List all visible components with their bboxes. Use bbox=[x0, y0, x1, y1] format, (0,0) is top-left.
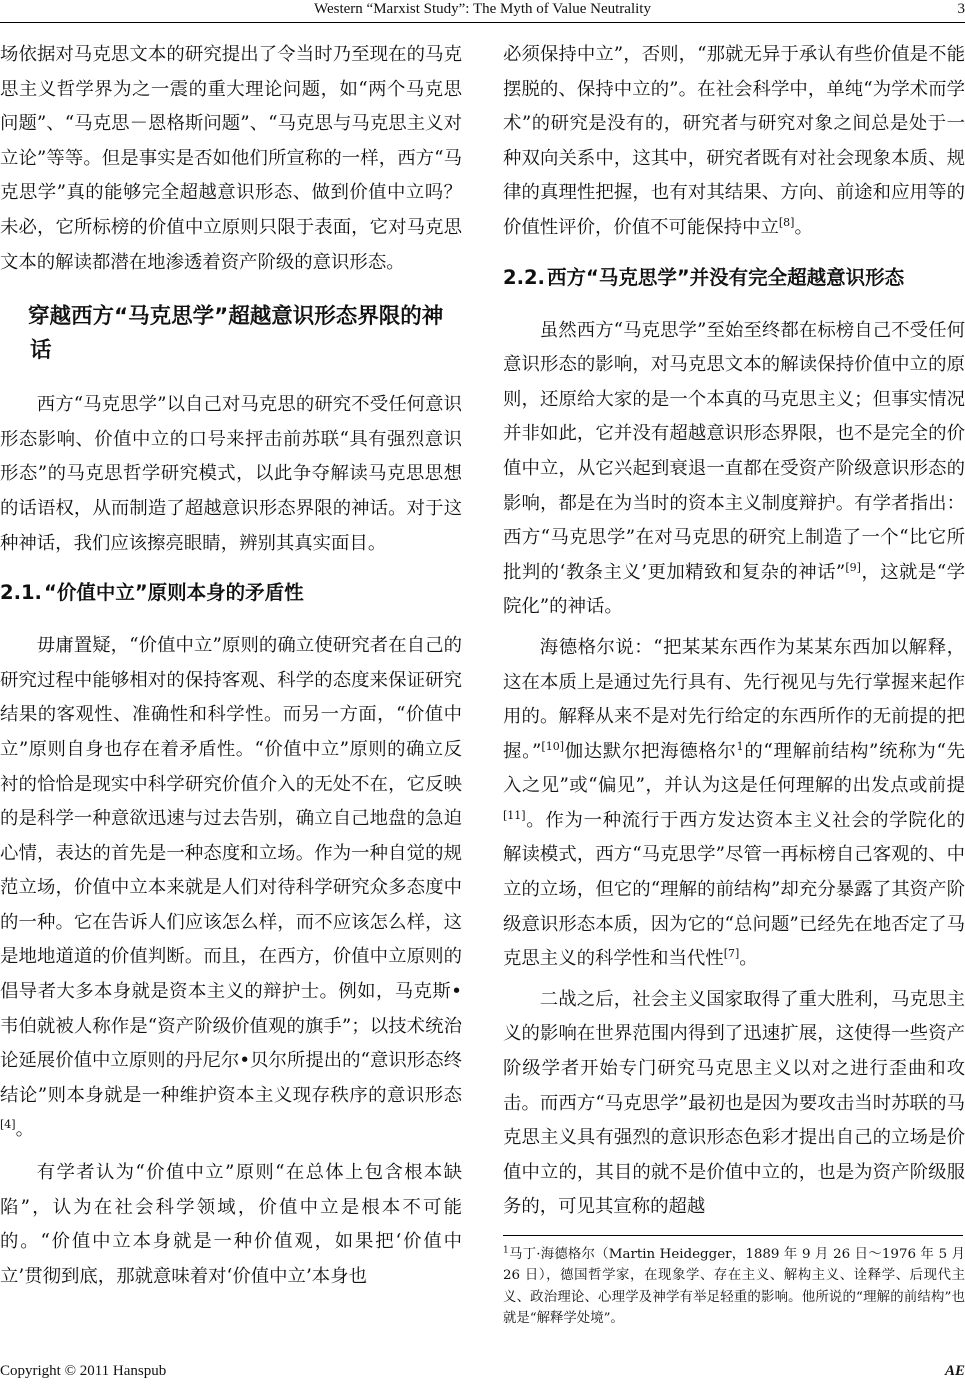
citation-ref: [4] bbox=[0, 1118, 16, 1132]
paragraph-text: 必须保持中立”，否则，“那就无异于承认有些价值是不能摆脱的、保持中立的”。在社会科学中，单纯“为学术而学术”的研究是没有的，研究者与研究对象之间总是处于一种双向关系中，这其中，研究者既有对社会现象本质、规律的真理性把握，也有对其结果、方向、前途和应用等的价值性评价，价值不可能保持中立 bbox=[503, 44, 965, 238]
paragraph-text: 虽然西方“马克思学”至始至终都在标榜自己不受任何意识形态的影响，对马克思文本的解读保持价值中立的原则，还原给大家的是一个本真的马克思主义；但事实情况并非如此，它并没有超越意识形态界限，也不是完全的价值中立，从它兴起到衰退一直都在受资产阶级意识形态的影响，都是在为当时的资本主义制度辩护。有学者指出：西方“马克思学”在对马克思的研究上制造了一个“比它所批判的‘教条主义’更加精致和复杂的神话” bbox=[503, 319, 965, 583]
footnote bbox=[503, 1244, 965, 1329]
subsection-heading-2-2 bbox=[503, 262, 965, 294]
subsection-title: “价值中立”原则本身的矛盾性 bbox=[44, 581, 304, 605]
subsection-heading-2-1 bbox=[0, 577, 462, 609]
citation-ref: [11] bbox=[503, 808, 526, 822]
copyright: Copyright © 2011 Hanspub bbox=[0, 1363, 167, 1379]
section-heading-2 bbox=[0, 300, 462, 368]
subsection-number: 2.2. bbox=[503, 265, 545, 289]
paragraph-end: 。 bbox=[15, 1119, 34, 1141]
paragraph: 场依据对马克思文本的研究提出了令当时乃至现在的马克思主义哲学界为之一震的重大理论问题，如“两个马克思问题”、“马克思－恩格斯问题”、“马克思与马克思主义对立论”等等。但是事实是否如他们所宣称的一样，西方“马克思学”真的能够完全超越意识形态、做到价值中立吗？未必，它所标榜的价值中立原则只限于表面，它对马克思文本的解读都潜在地渗透着资产阶级的意识形态。 bbox=[0, 44, 462, 273]
paragraph: 有学者认为“价值中立”原则“在总体上包含根本缺陷”，认为在社会科学领域，价值中立是根本不可能的。“价值中立本身就是一种价值观，如果把‘价值中立’贯彻到底，那就意味着对‘价值中立’本身也 bbox=[0, 1162, 462, 1287]
citation-ref: [9] bbox=[845, 560, 861, 574]
paragraph: 二战之后，社会主义国家取得了重大胜利，马克思主义的影响在世界范围内得到了迅速扩展，这使得一些资产阶级学者开始专门研究马克思主义以对之进行歪曲和攻击。而西方“马克思学”最初也是因为要攻击当时苏联的马克思主义具有强烈的意识形态色彩才提出自己的立场是价值中立的，其目的就不是价值中立的，也是为资产阶级服务的，可见其宣称的超越 bbox=[503, 988, 965, 1218]
paragraph-text: 毋庸置疑，“价值中立”原则的确立使研究者在自己的研究过程中能够相对的保持客观、科学的态度来保证研究结果的客观性、准确性和科学性。而另一方面，“价值中立”原则自身也存在着矛盾性。“价值中立”原则的确立反衬的恰恰是现实中科学研究价值介入的无处不在，它反映的是科学一种意欲迅速与过去告别，确立自己地盘的急迫心情，表达的首先是一种态度和立场。作为一种自觉的规范立场，价值中立本来就是人们对待科学研究众多态度中的一种。它在告诉人们应该怎么样，而不应该怎么样，这是地地道道的价值判断。而且，在西方，价值中立原则的倡导者大多本身就是资本主义的辩护士。例如，马克斯•韦伯就被人称作是“资产阶级价值观的旗手”；以技术统治论延展价值中立原则的丹尼尔•贝尔所提出的“意识形态终结论”则本身就是一种维护资本主义现存秩序的意识形态 bbox=[0, 635, 462, 1106]
page-header bbox=[0, 0, 965, 22]
header-rule bbox=[0, 22, 965, 23]
paragraph-text: ，这就是“学院化”的神话。 bbox=[503, 561, 965, 618]
paragraph bbox=[503, 314, 965, 625]
page-footer bbox=[0, 1359, 965, 1386]
subsection-number: 2.1. bbox=[0, 581, 42, 605]
paragraph bbox=[0, 629, 462, 1148]
journal-abbrev: AE bbox=[944, 1363, 965, 1379]
section-number bbox=[0, 300, 28, 334]
paragraph-text: 海德格尔说：“把某某东西作为某某东西加以解释，这在本质上是通过先行具有、先行视见与先行掌握来起作用的。解释从来不是对先行给定的东西所作的无前提的把握。” bbox=[503, 636, 965, 762]
section-title: 穿越西方“马克思学”超越意识形态界限的神话 bbox=[28, 304, 444, 364]
paragraph-text: 伽达默尔把海德格尔 bbox=[564, 740, 737, 762]
footnote-mark: 1 bbox=[503, 1245, 509, 1256]
paragraph: 西方“马克思学”以自己对马克思的研究不受任何意识形态影响、价值中立的口号来抨击前苏联“具有强烈意识形态”的马克思哲学研究模式，以此争夺解读马克思思想的话语权，从而制造了超越意识形态界限的神话。对于这种神话，我们应该擦亮眼睛，辨别其真实面目。 bbox=[0, 394, 462, 554]
paragraph bbox=[503, 631, 965, 977]
left-column bbox=[0, 38, 462, 1294]
right-column bbox=[503, 38, 965, 1329]
paragraph-text: 的“理解前结构”统称为“先入之见”或“偏见”，并认为这是任何理解的出发点或前提 bbox=[503, 740, 965, 797]
footnote-text: 马丁·海德格尔（Martin Heidegger，1889 年 9 月 26 日～1976 年 5 月 26 日），德国哲学家，在现象学、存在主义、解构主义、诠释学、后现代主义、政治理论、心理学及神学有举足轻重的影响。他所说的“理解的前结构”也就是“解释学处境”。 bbox=[503, 1247, 965, 1326]
paragraph-text: 。作为一种流行于西方发达资本主义社会的学院化的解读模式，西方“马克思学”尽管一再标榜自己客观的、中立的立场，但它的“理解的前结构”却充分暴露了其资产阶级意识形态本质，因为它的“总问题”已经先在地否定了马克思主义的科学性和当代性 bbox=[503, 809, 965, 970]
footnote-rule bbox=[503, 1235, 963, 1236]
running-title: Western “Marxist Study”: The Myth of Value Neutrality bbox=[314, 1, 651, 17]
citation-ref: [8] bbox=[778, 215, 795, 229]
paragraph-end: 。 bbox=[739, 948, 758, 970]
paragraph-end: 。 bbox=[794, 216, 813, 238]
page-number: 3 bbox=[957, 1, 965, 17]
footnote-ref[interactable]: 1 bbox=[736, 739, 744, 753]
paragraph bbox=[503, 38, 965, 246]
subsection-title: 西方“马克思学”并没有完全超越意识形态 bbox=[547, 265, 905, 289]
citation-ref: [7] bbox=[723, 947, 740, 961]
citation-ref: [10] bbox=[541, 739, 564, 753]
